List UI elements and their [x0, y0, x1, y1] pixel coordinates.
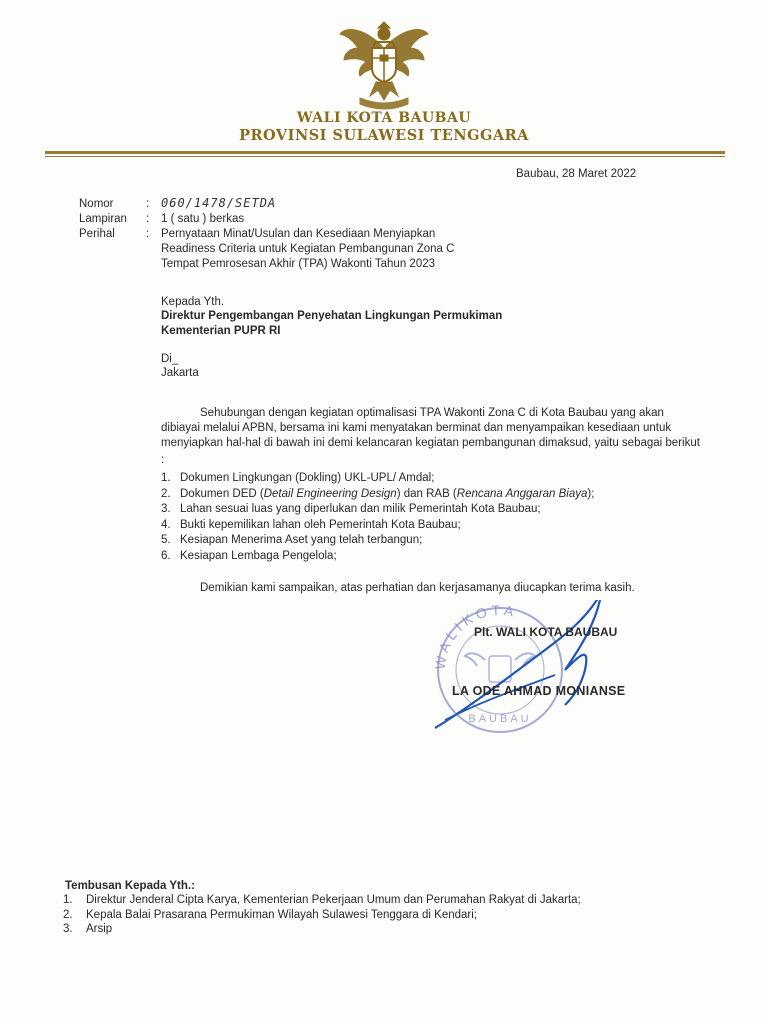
- lampiran-colon: :: [146, 213, 150, 225]
- tembusan-item: [63, 894, 581, 909]
- stamp-text: WALIKOTA: [431, 601, 519, 671]
- tembusan-item: [63, 909, 581, 924]
- tembusan-item-number: 3.: [63, 923, 73, 935]
- perihal-label: Perihal: [79, 228, 115, 240]
- tembusan-item-text: Direktur Jenderal Cipta Karya, Kementerian Pekerjaan Umum dan Perumahan Rakyat di Jakarta;: [86, 894, 581, 906]
- stamp-bottom-text: BAUBAU: [468, 713, 532, 725]
- closing-sentence: Demikian kami sampaikan, atas perhatian dan kerjasamanya diucapkan terima kasih.: [200, 582, 635, 594]
- header-rule-thin: [45, 156, 725, 157]
- letterhead-subtitle: PROVINSI SULAWESI TENGGARA: [239, 127, 529, 144]
- list-item-text: Kesiapan Menerima Aset yang telah terbangun;: [180, 534, 423, 546]
- tembusan-item-number: 2.: [63, 908, 73, 921]
- list-item-text: ) dan RAB (: [396, 487, 457, 500]
- list-item: [161, 503, 594, 519]
- list-item: [161, 472, 594, 488]
- body-paragraph-line: :: [161, 454, 165, 466]
- list-item-emphasis: Rencana Anggaran Biaya: [456, 487, 588, 500]
- perihal-line: Tempat Pemrosesan Akhir (TPA) Wakonti Tahun 2023: [161, 258, 436, 270]
- lampiran-label: Lampiran: [79, 213, 127, 225]
- header-rule-thick: [45, 151, 725, 154]
- tembusan-item-text: Kepala Balai Prasarana Permukiman Wilayah Sulawesi Tenggara di Kendari;: [86, 908, 477, 921]
- nomor-value: 060/1478/SETDA: [161, 196, 277, 210]
- recipient-city: Jakarta: [161, 367, 199, 379]
- tembusan-item-text: Arsip: [86, 923, 113, 935]
- body-paragraph-line: dibiayai melalui APBN, bersama ini kami menyatakan berminat dan menyampaikan kesediaan untuk: [161, 422, 672, 434]
- nomor-colon: :: [146, 198, 150, 210]
- list-item-number: 3.: [161, 503, 171, 515]
- tembusan-item: [63, 923, 581, 938]
- letter-date: Baubau, 28 Maret 2022: [516, 168, 637, 180]
- signatory-title: Plt. WALI KOTA BAUBAU: [474, 625, 618, 639]
- recipient-di: Di_: [161, 353, 179, 365]
- perihal-line: Pernyataan Minat/Usulan dan Kesediaan Menyiapkan: [161, 228, 436, 240]
- recipient-ministry: Kementerian PUPR RI: [161, 325, 281, 337]
- list-item-emphasis: Detail Engineering Design: [263, 487, 397, 500]
- handwritten-signature: [435, 600, 600, 728]
- list-item-text: Dokumen Lingkungan (Dokling) UKL-UPL/ Amdal;: [180, 472, 435, 484]
- list-item-number: 2.: [161, 487, 171, 500]
- list-item-text: Lahan sesuai luas yang diperlukan dan milik Pemerintah Kota Baubau;: [180, 503, 541, 515]
- nomor-label: Nomor: [79, 198, 114, 210]
- letterhead-title: WALI KOTA BAUBAU: [296, 110, 472, 126]
- garuda-emblem-icon: [334, 18, 434, 110]
- list-item-number: 5.: [161, 534, 171, 546]
- list-item-text: );: [587, 487, 595, 500]
- lampiran-value: 1 ( satu ) berkas: [161, 213, 245, 225]
- official-stamp-icon: [432, 602, 562, 732]
- body-paragraph-line: menyiapkan hal-hal di bawah ini demi kelancaran kegiatan pembangunan dimaksud, yaitu sebagai berikut: [161, 437, 700, 449]
- list-item: [161, 550, 594, 566]
- perihal-colon: :: [146, 228, 150, 240]
- list-item: [161, 488, 594, 504]
- requirements-list: [161, 472, 594, 565]
- tembusan-heading: Tembusan Kepada Yth.:: [65, 880, 195, 892]
- list-item-text: Kesiapan Lembaga Pengelola;: [180, 549, 337, 562]
- list-item: [161, 519, 594, 535]
- list-item-number: 6.: [161, 549, 171, 562]
- list-item-number: 1.: [161, 472, 171, 484]
- list-item-text: Dokumen DED (: [180, 487, 264, 500]
- list-item: [161, 534, 594, 550]
- signatory-name: LA ODE AHMAD MONIANSE: [452, 684, 626, 698]
- recipient-greeting: Kepada Yth.: [161, 296, 225, 308]
- tembusan-item-number: 1.: [63, 894, 73, 906]
- perihal-line: Readiness Criteria untuk Kegiatan Pembangunan Zona C: [161, 243, 455, 255]
- body-paragraph-line: Sehubungan dengan kegiatan optimalisasi TPA Wakonti Zona C di Kota Baubau yang akan: [200, 407, 664, 419]
- signature-stamp-area: [425, 600, 665, 740]
- list-item-number: 4.: [161, 518, 171, 531]
- recipient-title: Direktur Pengembangan Penyehatan Lingkungan Permukiman: [161, 310, 503, 322]
- list-item-text: Bukti kepemilikan lahan oleh Pemerintah Kota Baubau;: [180, 518, 461, 531]
- tembusan-list: [63, 894, 581, 938]
